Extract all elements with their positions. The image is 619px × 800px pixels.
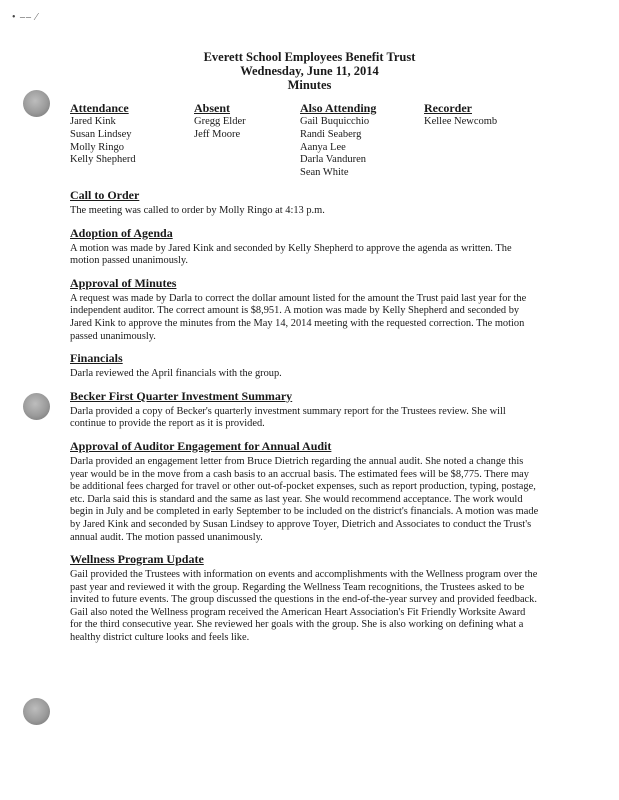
minutes-body — [70, 188, 540, 653]
document-header — [0, 50, 619, 92]
section-text: A motion was made by Jared Kink and seconded by Kelly Shepherd to approve the agenda as written. The motion passed unanimously. — [70, 242, 512, 267]
section-text: Darla reviewed the April financials with the group. — [70, 368, 282, 380]
section-heading: Financials — [70, 351, 123, 366]
guest: Gail Buquicchio — [300, 116, 370, 127]
section-text: A request was made by Darla to correct the dollar amount listed for the amount the Trust paid last year for the independent auditor. The correct amount is $8,951. A motion was made by Kelly Shepherd and seconded by Jared Kink to approve the minutes from the May 14, 2014 meeting with the requested correction. The motion passed unanimously. — [70, 292, 527, 342]
recorder-heading: Recorder — [424, 101, 472, 115]
recorder-column — [424, 102, 497, 129]
section-heading: Becker First Quarter Investment Summary — [70, 388, 293, 403]
section-text: Darla provided an engagement letter from Bruce Dietrich regarding the annual audit. She noted a change this year would be in the move from a cash basis to an accrual basis. The estimated fees will be $8,775. There may be additional fees charged for travel or other out-of-pocket expenses, such as report production, typing, postage, etc. Darla said this is standard and the same as last year. She would recommend acceptance. The work would begin in July and be completed in early September to be included on the district's financials. A motion was made by Jared Kink and seconded by Susan Lindsey to approve Toyer, Dietrich and Associates to conduct the Trust's annual audit. The motion passed unanimously. — [70, 455, 539, 543]
also-attending-column — [300, 102, 376, 180]
section-text: The meeting was called to order by Molly Ringo at 4:13 p.m. — [70, 205, 325, 216]
guest: Sean White — [300, 167, 349, 179]
punch-hole-middle — [23, 393, 50, 420]
attendance-block — [70, 102, 570, 182]
also-attending-heading: Also Attending — [300, 101, 377, 115]
doc-type: Minutes — [287, 78, 332, 92]
guest: Darla Vanduren — [300, 154, 366, 166]
section-heading: Call to Order — [70, 188, 140, 202]
absent-heading: Absent — [194, 101, 231, 115]
attendance-heading: Attendance — [70, 101, 129, 115]
attendee: Molly Ringo — [70, 141, 124, 153]
section-wellness-program — [70, 552, 540, 645]
absent-column — [194, 102, 246, 142]
section-financials — [70, 351, 540, 381]
guest: Randi Seaberg — [300, 128, 362, 140]
scan-mark: • –– ⁄ — [12, 12, 39, 23]
section-heading: Approval of Minutes — [70, 275, 177, 290]
absentee: Jeff Moore — [194, 128, 241, 140]
section-heading: Approval of Auditor Engagement for Annual Audit — [70, 438, 332, 453]
meeting-date: Wednesday, June 11, 2014 — [240, 64, 379, 78]
recorder-name: Kellee Newcomb — [424, 116, 498, 127]
punch-hole-bottom — [23, 698, 50, 725]
section-becker-investment-summary — [70, 389, 540, 431]
punch-hole-top — [23, 90, 50, 117]
section-heading: Wellness Program Update — [70, 552, 204, 567]
section-heading: Adoption of Agenda — [70, 225, 173, 240]
attendance-column — [70, 102, 136, 167]
section-call-to-order — [70, 188, 540, 218]
section-approval-of-minutes — [70, 276, 540, 343]
guest: Aanya Lee — [300, 141, 346, 153]
attendee: Jared Kink — [70, 116, 116, 127]
attendee: Kelly Shepherd — [70, 154, 136, 166]
section-text: Gail provided the Trustees with information on events and accomplishments with the Wellness program over the past year and reviewed it with the group. Regarding the Wellness Team recognitions, the Trustees asked to be invited to future events. The group discussed the questions in the end-of-the-year survey and provided feedback. Gail also noted the Wellness program received the American Heart Association's Fit Friendly Worksite Award for the third consecutive year. She reviewed her goals with the group. She is also working on defining what a healthy district culture looks and feels like. — [70, 569, 538, 644]
org-title: Everett School Employees Benefit Trust — [203, 50, 416, 64]
absentee: Gregg Elder — [194, 116, 246, 127]
section-text: Darla provided a copy of Becker's quarterly investment summary report for the Trustees review. She will continue to provide the report as it is provided. — [70, 405, 506, 430]
section-adoption-of-agenda — [70, 226, 540, 268]
attendee: Susan Lindsey — [70, 128, 132, 140]
section-auditor-engagement — [70, 439, 540, 544]
